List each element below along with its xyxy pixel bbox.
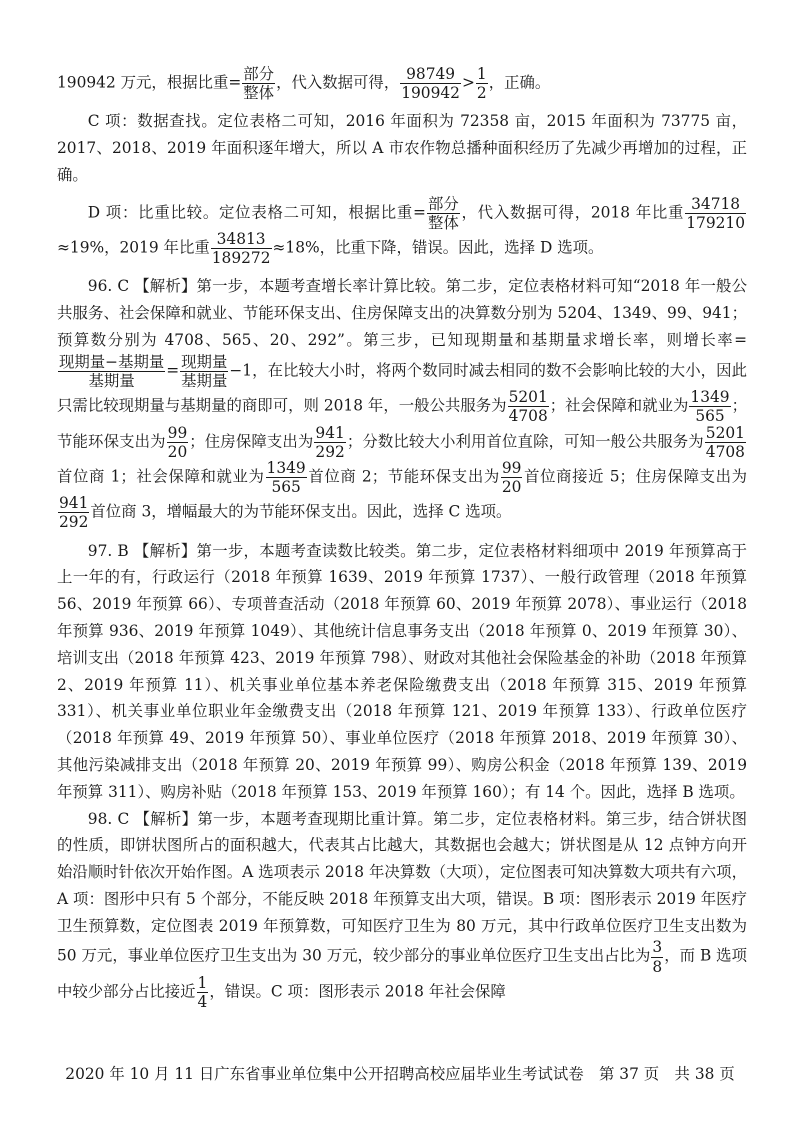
text-run: 96. C 【解析】第一步，本题考查增长率计算比较。第二步，定位表格材料可知“2018 年一般公共服务、社会保障和就业、节能环保支出、住房保障支出的决算数分别为 5204、1349、99、941；预算数分别为 4708、565、20、292”。第三步，已知现期量和基期量求增长率，则增长率= — [57, 277, 747, 350]
text-run: ；节能环保支出为 — [57, 396, 747, 451]
text-run: 首位商 2；节能环保支出为 — [307, 467, 500, 486]
fraction — [476, 66, 488, 101]
text-run: ，而 B 选项中较少部分占比接近 — [57, 947, 747, 1001]
question-98-explanation — [57, 806, 747, 1011]
fraction — [685, 196, 746, 231]
fraction-denominator: 292 — [315, 442, 345, 461]
fraction — [508, 389, 549, 424]
fraction-denominator: 565 — [271, 478, 301, 497]
fraction-denominator: 190942 — [401, 84, 460, 103]
text-run: ；住房保障支出为 — [189, 432, 314, 451]
fraction — [58, 354, 165, 389]
fraction-denominator: 4708 — [705, 442, 745, 461]
fraction-denominator: 8 — [652, 957, 663, 976]
text-run: ；社会保障和就业为 — [549, 396, 689, 415]
fraction-numerator: 5201 — [508, 388, 548, 407]
fraction-denominator: 20 — [167, 442, 188, 461]
fraction-denominator: 整体 — [427, 213, 459, 232]
text-run: ，代入数据可得，2018 年比重 — [460, 203, 685, 222]
fraction-numerator: 现期量 — [181, 352, 228, 371]
text-run: ，正确。 — [488, 73, 551, 92]
text-run: −1，在比较大小时，将两个数同时减去相同的数不会影响比较的大小，因此只需比较现期量与基期量的商即可，则 2018 年，一般公共服务为 — [57, 361, 747, 415]
fraction-numerator: 1 — [476, 65, 487, 83]
fraction — [651, 939, 663, 974]
document-body — [57, 66, 747, 1010]
text-run: 首位商 1；社会保障和就业为 — [57, 467, 265, 486]
fraction-denominator: 189272 — [211, 249, 271, 268]
fraction — [197, 975, 209, 1010]
text-run: = — [166, 361, 180, 380]
text-run: 190942 万元，根据比重= — [57, 73, 242, 92]
text-run: ，代入数据可得， — [276, 73, 400, 92]
fraction-numerator: 1349 — [266, 458, 306, 477]
fraction-numerator: 99 — [501, 458, 522, 477]
fraction — [180, 354, 228, 389]
fraction — [266, 460, 307, 495]
text-run: > — [461, 73, 475, 92]
fraction — [211, 231, 272, 266]
page-footer: 2020 年 10 月 11 日广东省事业单位集中公开招聘高校应届毕业生考试试卷 第 37 页 共 38 页 — [65, 1065, 735, 1083]
question-96-explanation — [57, 273, 747, 530]
fraction — [400, 66, 461, 101]
fraction-denominator: 292 — [59, 513, 89, 532]
fraction-denominator: 565 — [695, 407, 725, 426]
fraction-numerator: 现期量−基期量 — [59, 352, 165, 371]
text-run: ≈19%，2019 年比重 — [57, 238, 210, 257]
fraction-denominator: 基期量 — [181, 371, 228, 390]
fraction-denominator: 4708 — [508, 407, 548, 426]
fraction-denominator: 20 — [501, 478, 522, 497]
paragraph-c-option: C 项：数据查找。定位表格二可知，2016 年面积为 72358 亩，2015 年面积为 73775 亩，2017、2018、2019 年面积逐年增大，所以 A 市农作物总播种面积经历了先减少再增加的过程，正确。 — [57, 112, 747, 184]
fraction-numerator: 5201 — [705, 423, 745, 442]
fraction-denominator: 2 — [476, 84, 487, 103]
fraction — [427, 196, 460, 231]
fraction-numerator: 34718 — [685, 196, 746, 214]
fraction — [167, 425, 189, 460]
fraction — [314, 425, 345, 460]
fraction-numerator: 1 — [197, 973, 208, 992]
fraction-denominator: 基期量 — [88, 371, 135, 390]
fraction-numerator: 99 — [167, 423, 188, 442]
paragraph-d-option — [57, 196, 747, 267]
fraction-numerator: 941 — [59, 494, 89, 513]
fraction — [242, 66, 275, 101]
question-97-explanation: 97. B 【解析】第一步，本题考查读数比较类。第二步，定位表格材料细项中 2019 年预算高于上一年的有，行政运行（2018 年预算 1639、2019 年预算 1737）、一般行政管理（2018 年预算 56、2019 年预算 66）、专项普查活动（2018 年预算 60、2019 年预算 2078）、事业运行（2018 年预算 936、2019 年预算 1049）、其他统计信息事务支出（2018 年预算 0、2019 年预算 30）、培训支出（2018 年预算 423、2019 年预算 798）、财政对其他社会保险基金的补助（2018 年预算 2、2019 年预算 11）、机关事业单位基本养老保险缴费支出（2018 年预算 315、2019 年预算 331）、机关事业单位职业年金缴费支出（2018 年预算 121、2019 年预算 133）、行政单位医疗（2018 年预算 49、2019 年预算 50）、事业单位医疗（2018 年预算 2018、2019 年预算 30）、其他污染减排支出（2018 年预算 20、2019 年预算 99）、购房公积金（2018 年预算 139、2019 年预算 311）、购房补贴（2018 年预算 153、2019 年预算 160）；有 14 个。因此，选择 B 选项。 — [57, 541, 747, 801]
fraction-denominator: 179210 — [686, 213, 745, 232]
paragraph-b-option-end — [57, 66, 747, 101]
text-run: ；分数比较大小利用首位直除，可知一般公共服务为 — [346, 432, 704, 451]
fraction-numerator: 部分 — [243, 65, 275, 83]
fraction-denominator: 整体 — [243, 84, 275, 103]
fraction — [689, 389, 730, 424]
text-run: ≈18%，比重下降，错误。因此，选择 D 选项。 — [272, 238, 604, 257]
fraction — [705, 425, 746, 460]
fraction — [58, 495, 89, 530]
fraction-numerator: 3 — [652, 938, 663, 957]
fraction — [501, 460, 523, 495]
fraction-numerator: 部分 — [427, 194, 459, 213]
text-run: D 项：比重比较。定位表格二可知，根据比重= — [87, 203, 426, 222]
text-run: 首位商接近 5；住房保障支出为 — [523, 467, 748, 486]
text-run: ，错误。C 项：图形表示 2018 年社会保障 — [209, 982, 506, 1001]
fraction-numerator: 98749 — [400, 66, 461, 84]
text-run: 98. C 【解析】第一步，本题考查现期比重计算。第二步，定位表格材料。第三步，结合饼状图的性质，即饼状图所占的面积越大，代表其占比越大，其数据也会越大；饼状图是从 12 点钟方向开始沿顺时针依次开始作图。A 选项表示 2018 年决算数（大项），定位图表可知决算数大项共有六项，A 项：图形中只有 5 个部分，不能反映 2018 年预算支出大项，错误。B 项：图形表示 2019 年医疗卫生预算数，定位图表 2019 年预算数，可知医疗卫生为 80 万元，其中行政单位医疗卫生支出数为 50 万元，事业单位医疗卫生支出为 30 万元，较少部分的事业单位医疗卫生支出占比为 — [57, 809, 747, 966]
fraction-numerator: 941 — [315, 423, 345, 442]
fraction-denominator: 4 — [197, 993, 208, 1011]
text-run: 首位商 3，增幅最大的为节能环保支出。因此，选择 C 选项。 — [90, 502, 512, 521]
fraction-numerator: 1349 — [690, 388, 730, 407]
fraction-numerator: 34813 — [211, 231, 272, 249]
